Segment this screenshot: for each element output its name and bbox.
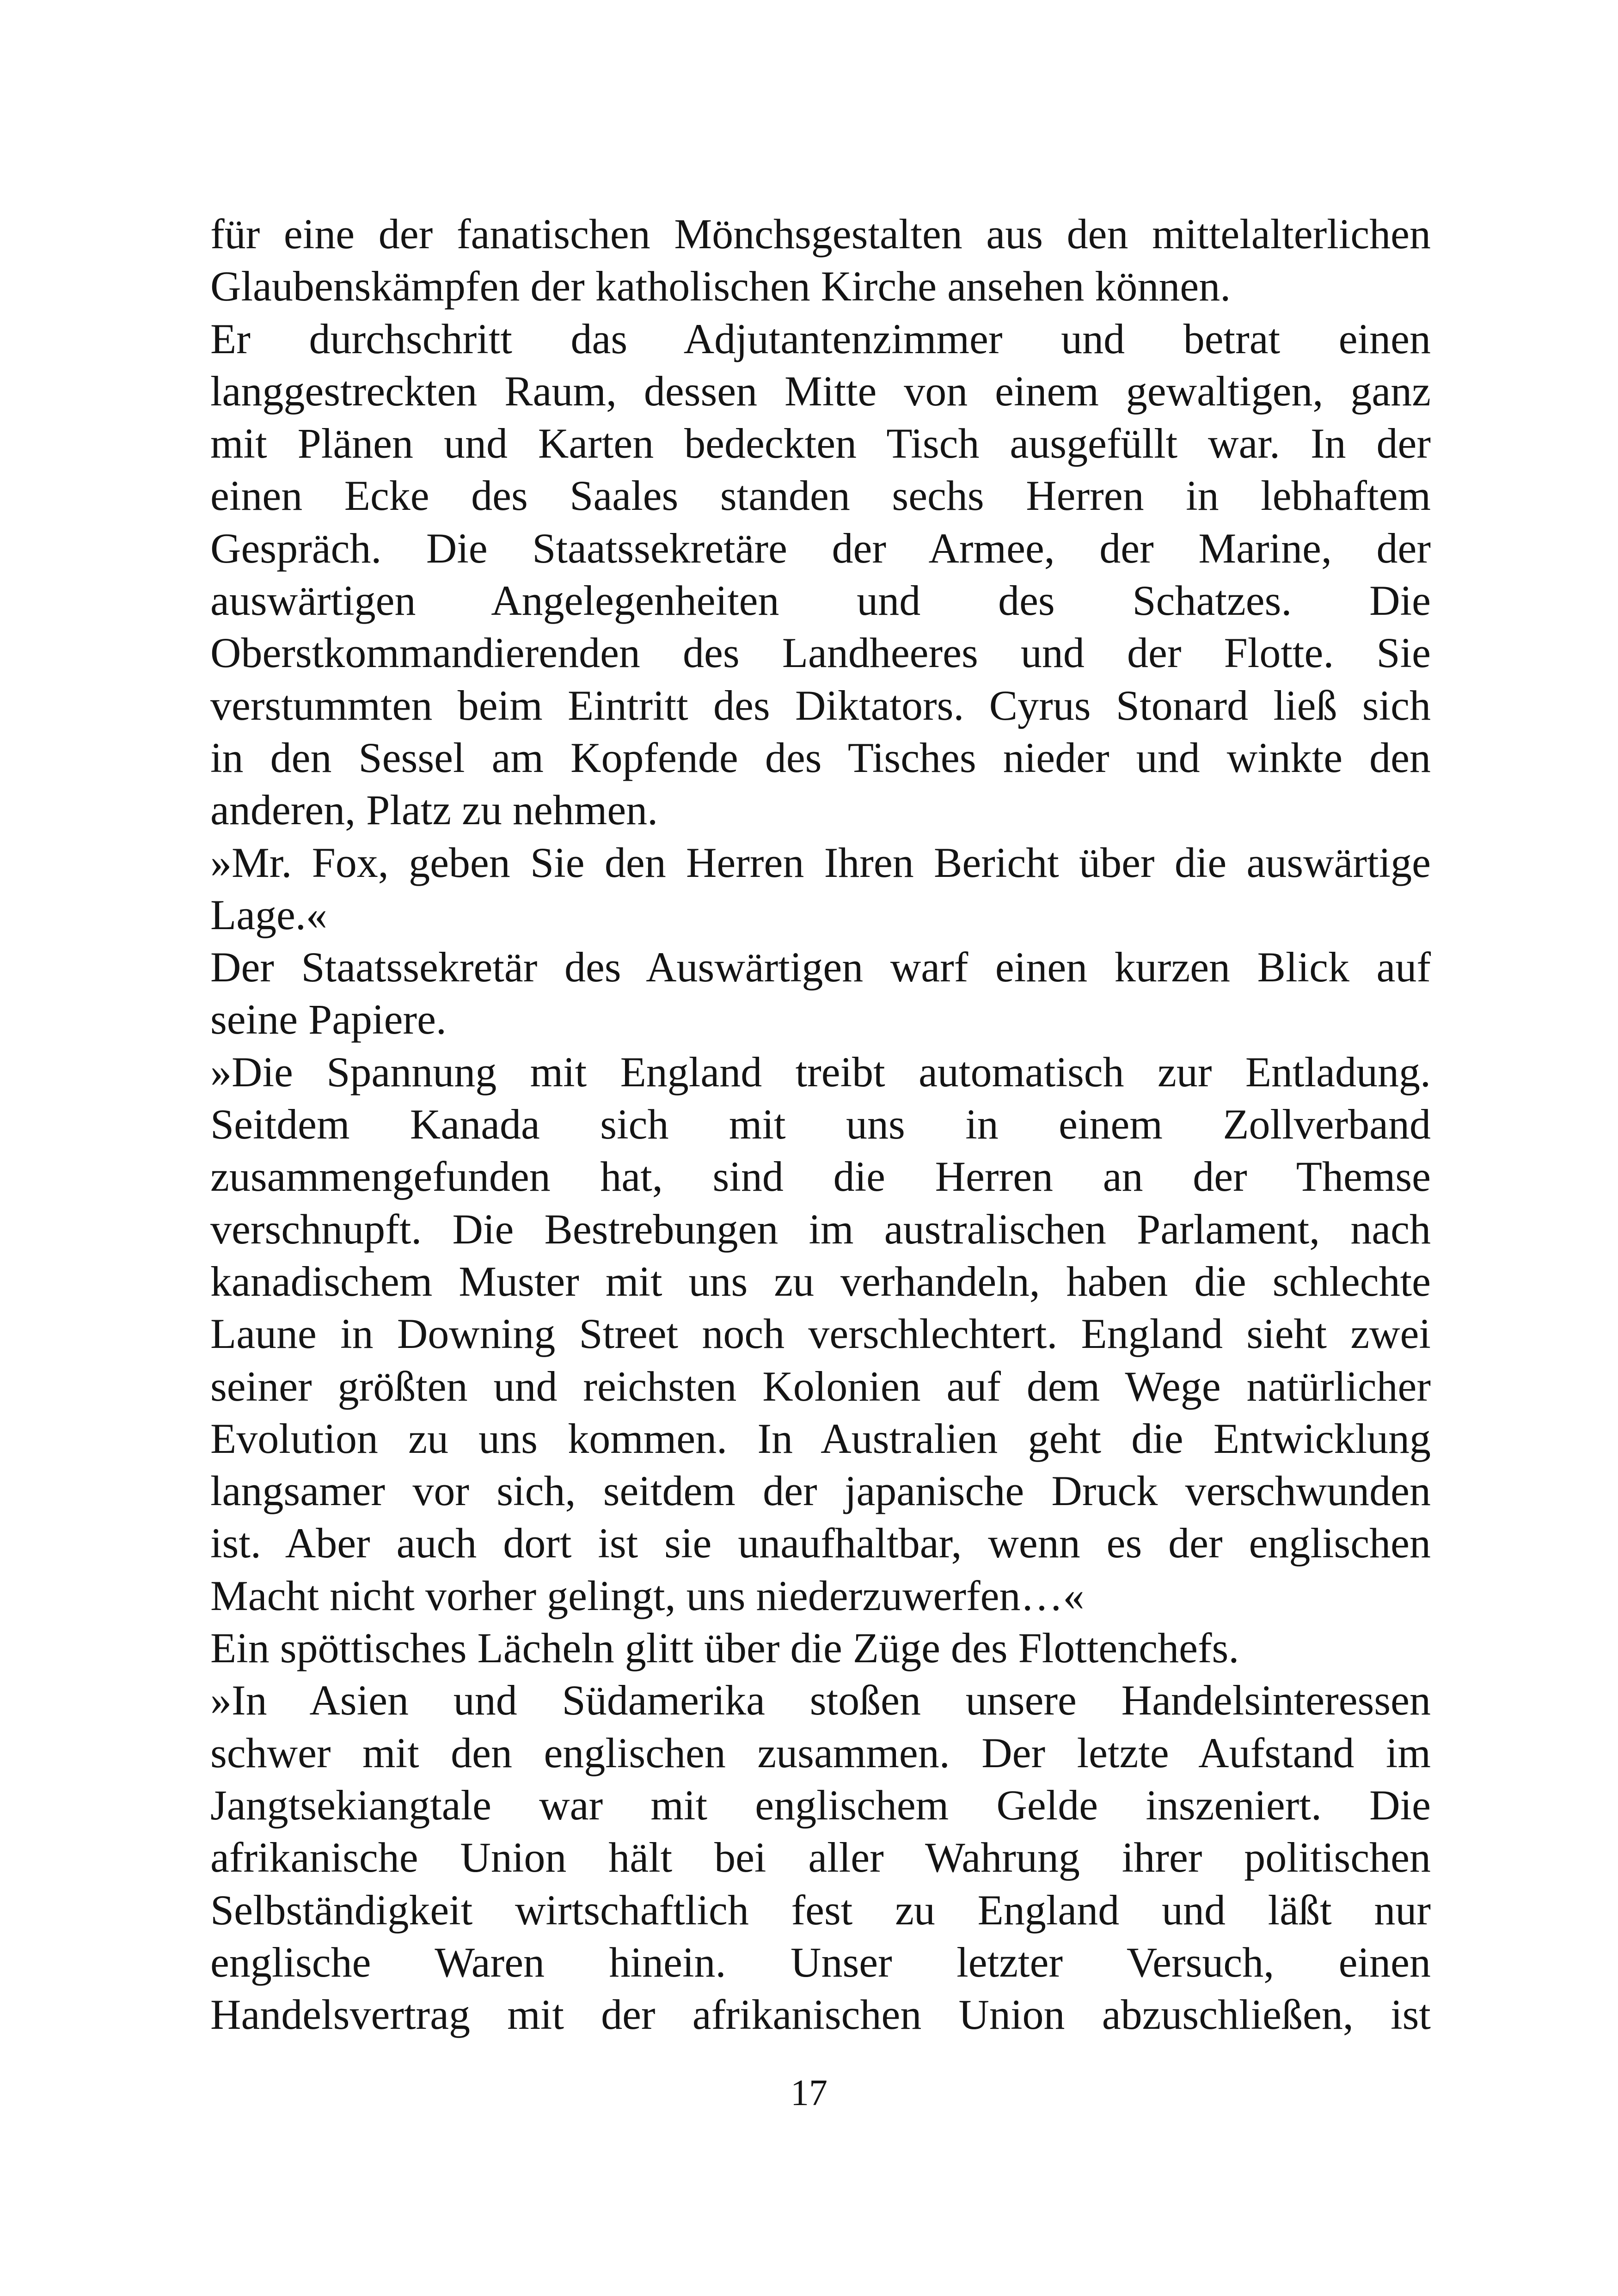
- text-line: mit Plänen und Karten bedeckten Tisch ausgefüllt war. In der: [210, 420, 1431, 467]
- text-line: Jangtsekiangtale war mit englischem Gelde inszeniert. Die: [210, 1781, 1431, 1829]
- text-line: seine Papiere.: [210, 996, 447, 1043]
- text-line: langgestreckten Raum, dessen Mitte von einem gewaltigen, ganz: [210, 367, 1431, 415]
- text-line: kanadischem Muster mit uns zu verhandeln, haben die schlechte: [210, 1257, 1431, 1305]
- text-line: Macht nicht vorher gelingt, uns niederzuwerfen…«: [210, 1572, 1085, 1619]
- text-line: Laune in Downing Street noch verschlechtert. England sieht zwei: [210, 1310, 1431, 1358]
- text-line: »Die Spannung mit England treibt automatisch zur Entladung.: [210, 1048, 1431, 1096]
- text-line: Glaubenskämpfen der katholischen Kirche ansehen können.: [210, 263, 1231, 310]
- text-line: Evolution zu uns kommen. In Australien geht die Entwicklung: [210, 1414, 1431, 1462]
- text-line: zusammengefunden hat, sind die Herren an der Themse: [210, 1153, 1431, 1200]
- text-line: Er durchschritt das Adjutantenzimmer und betrat einen: [210, 315, 1431, 362]
- text-line: englische Waren hinein. Unser letzter Versuch, einen: [210, 1938, 1431, 1986]
- text-line: langsamer vor sich, seitdem der japanische Druck verschwunden: [210, 1467, 1431, 1515]
- text-line: Der Staatssekretär des Auswärtigen warf einen kurzen Blick auf: [210, 943, 1431, 991]
- text-line: »Mr. Fox, geben Sie den Herren Ihren Bericht über die auswärtige: [210, 839, 1431, 886]
- text-line: Selbständigkeit wirtschaftlich fest zu England und läßt nur: [210, 1886, 1431, 1934]
- text-line: für eine der fanatischen Mönchsgestalten aus den mittelalterlichen: [210, 210, 1431, 257]
- text-line: seiner größten und reichsten Kolonien auf dem Wege natürlicher: [210, 1362, 1431, 1410]
- text-line: Gespräch. Die Staatssekretäre der Armee, der Marine, der: [210, 524, 1431, 572]
- text-line: »In Asien und Südamerika stoßen unsere Handelsinteressen: [210, 1677, 1431, 1724]
- text-line: Handelsvertrag mit der afrikanischen Union abzuschließen, ist: [210, 1991, 1431, 2039]
- text-line: Lage.«: [210, 891, 327, 938]
- text-line: in den Sessel am Kopfende des Tisches nieder und winkte den: [210, 734, 1431, 781]
- text-line: schwer mit den englischen zusammen. Der letzte Aufstand im: [210, 1729, 1431, 1776]
- text-line: afrikanische Union hält bei aller Wahrung ihrer politischen: [210, 1834, 1431, 1881]
- text-line: Oberstkommandierenden des Landheeres und der Flotte. Sie: [210, 629, 1431, 677]
- page-number: 17: [791, 2073, 827, 2113]
- text-line: Seitdem Kanada sich mit uns in einem Zollverband: [210, 1101, 1431, 1148]
- text-line: Ein spöttisches Lächeln glitt über die Züge des Flottenchefs.: [210, 1624, 1239, 1672]
- text-line: verschnupft. Die Bestrebungen im australischen Parlament, nach: [210, 1205, 1431, 1253]
- text-line: auswärtigen Angelegenheiten und des Schatzes. Die: [210, 577, 1431, 625]
- body-text: [210, 208, 1431, 2041]
- text-line: ist. Aber auch dort ist sie unaufhaltbar, wenn es der englischen: [210, 1519, 1431, 1567]
- text-line: einen Ecke des Saales standen sechs Herren in lebhaftem: [210, 472, 1431, 520]
- text-line: verstummten beim Eintritt des Diktators. Cyrus Stonard ließ sich: [210, 681, 1431, 729]
- text-line: anderen, Platz zu nehmen.: [210, 786, 658, 834]
